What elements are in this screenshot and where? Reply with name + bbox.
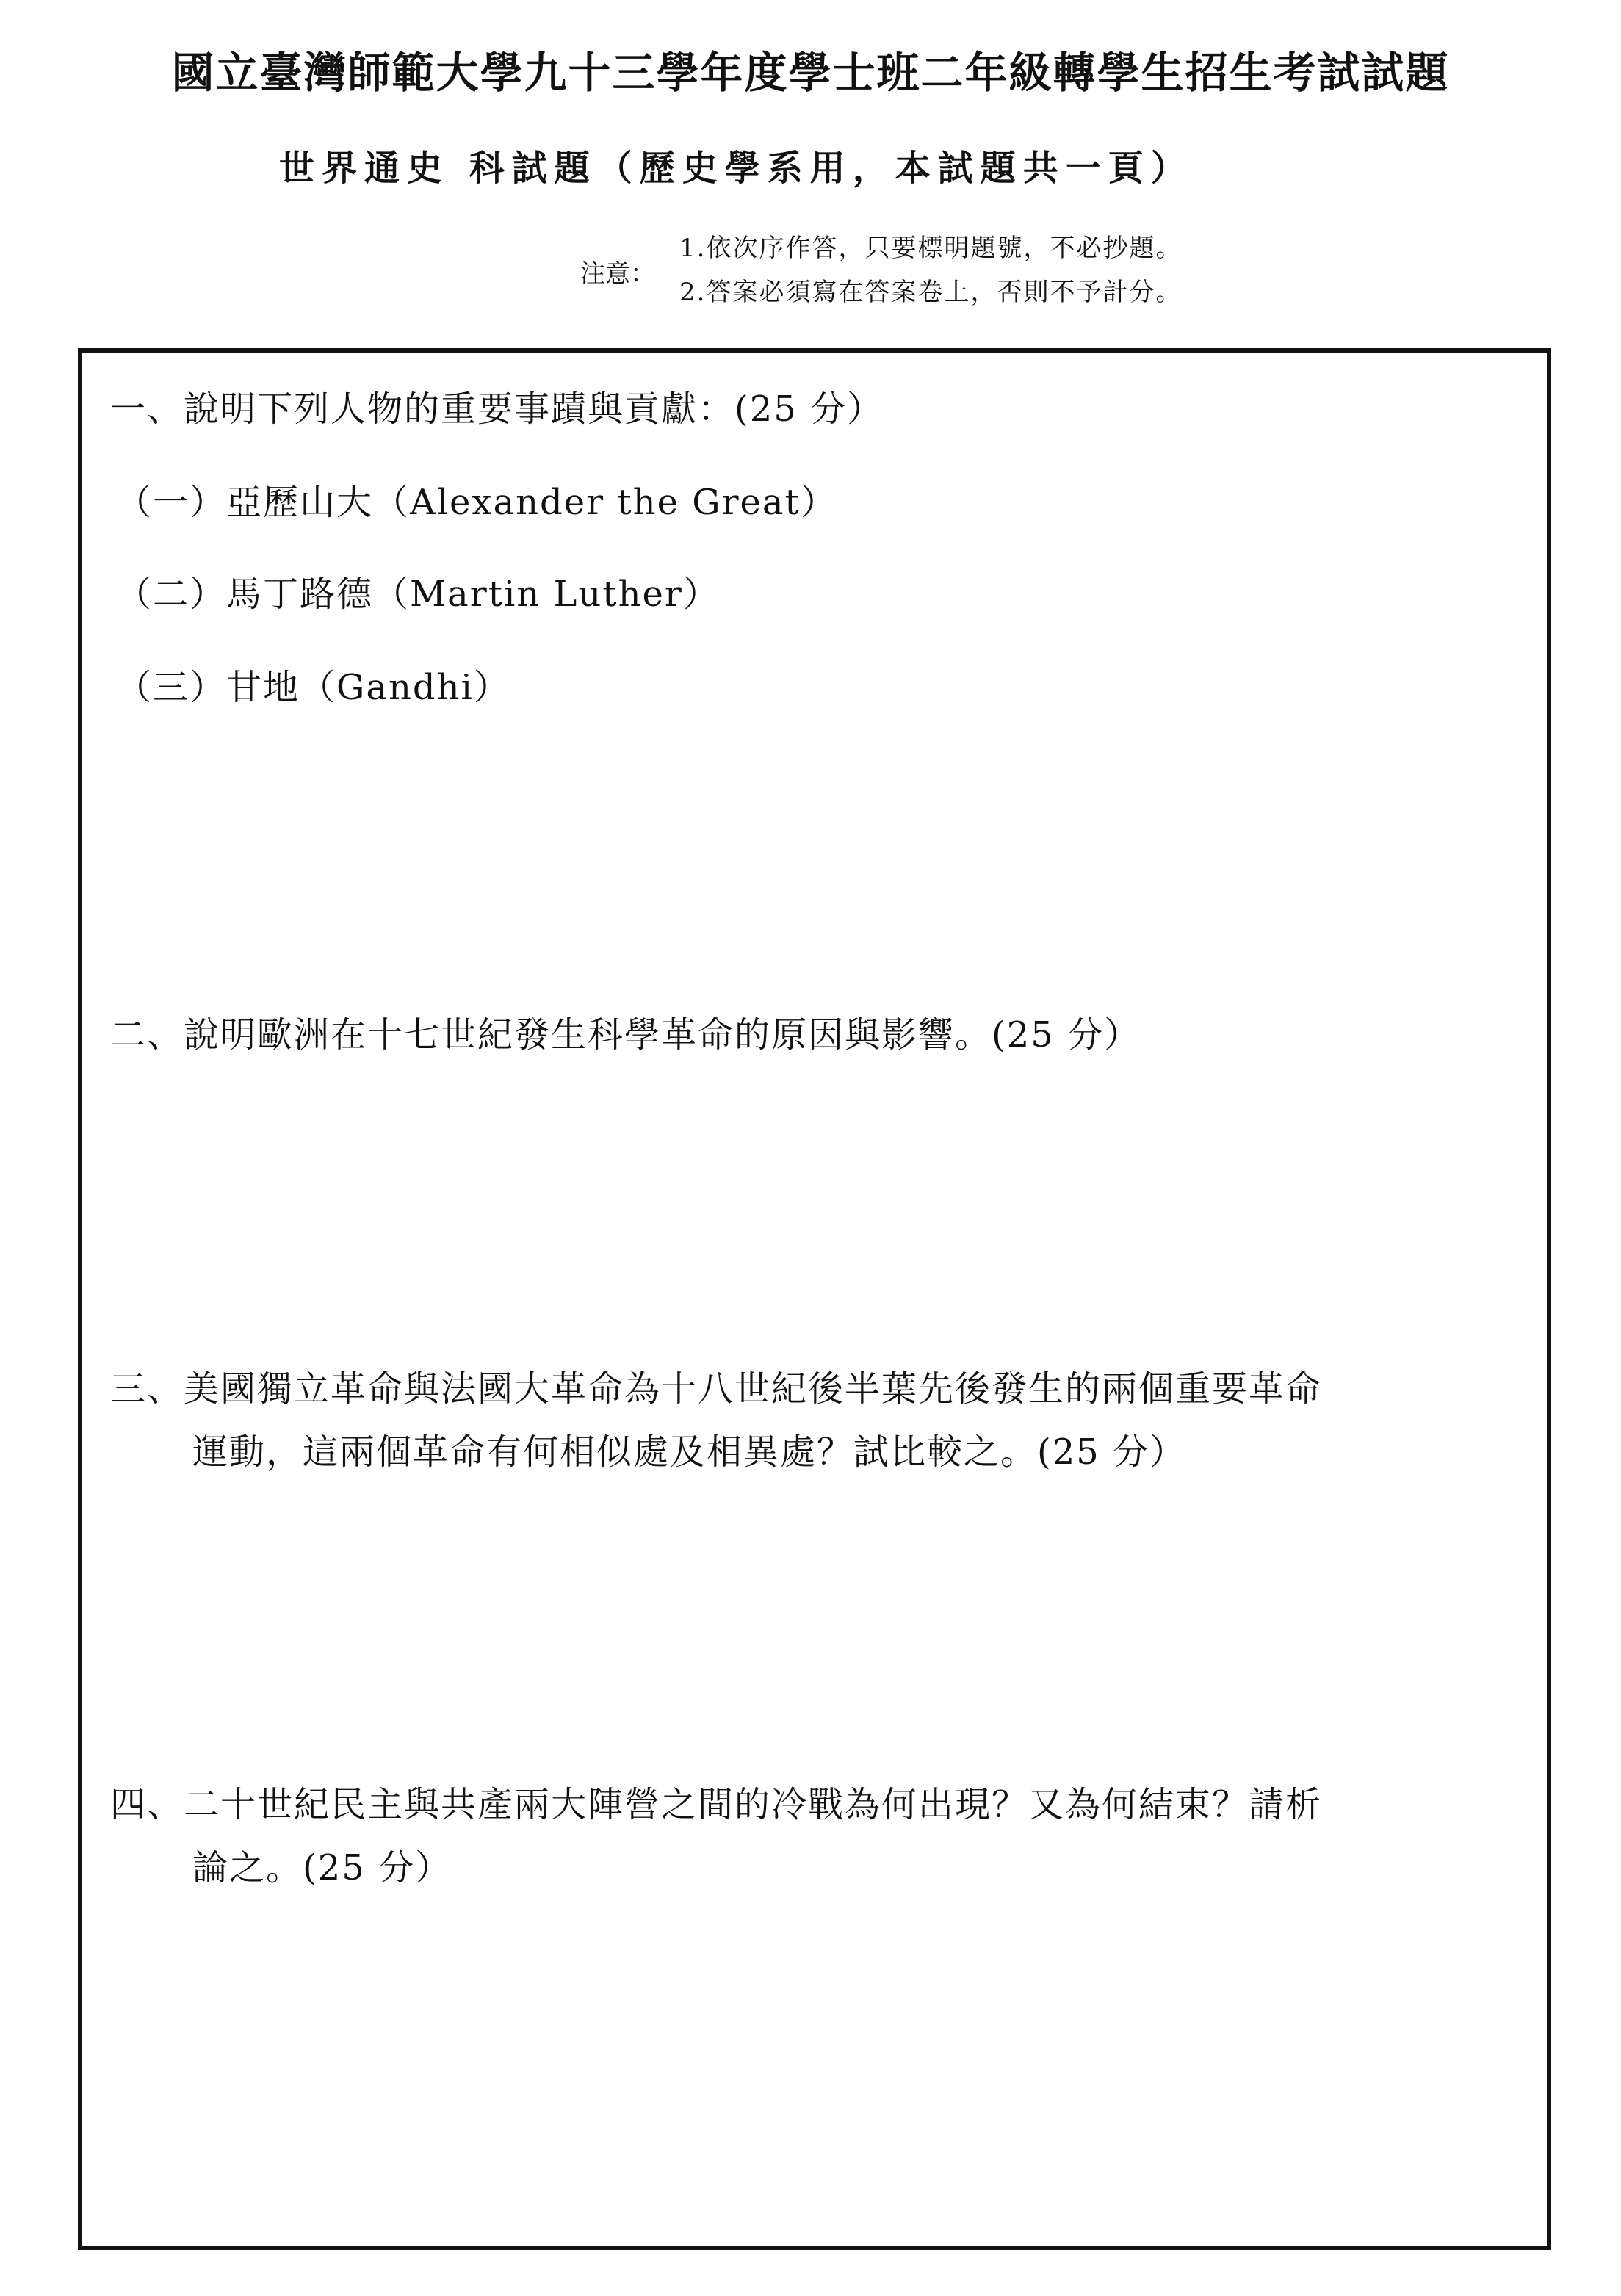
notice-list	[679, 226, 1182, 314]
exam-question-box	[78, 348, 1551, 2250]
notice-label: 注意：	[580, 259, 655, 289]
question-4-line-2: 論之。(25 分）	[192, 1847, 452, 1888]
question-1-subitem-3: （三）甘地（Gandhi）	[116, 667, 510, 708]
notice-item: 1.依次序作答，只要標明題號，不必抄題。	[679, 234, 1183, 263]
question-1-subitem-1: （一）亞歷山大（Alexander the Great）	[116, 482, 837, 523]
question-1-subitem-2: （二）馬丁路德（Martin Luther）	[116, 574, 720, 615]
question-4-line-1: 四、二十世紀民主與共產兩大陣營之間的冷戰為何出現？又為何結束？請析	[110, 1784, 1323, 1825]
question-2: 二、說明歐洲在十七世紀發生科學革命的原因與影響。(25 分）	[110, 1014, 1141, 1055]
question-3-line-1: 三、美國獨立革命與法國大革命為十八世紀後半葉先後發生的兩個重要革命	[110, 1368, 1323, 1409]
exam-title: 國立臺灣師範大學九十三學年度學士班二年級轉學生招生考試試題	[171, 48, 1450, 98]
question-3-line-2: 運動，這兩個革命有何相似處及相異處？試比較之。(25 分）	[192, 1432, 1187, 1473]
notice-item: 2.答案必須寫在答案卷上，否則不予計分。	[679, 278, 1183, 307]
question-1: 一、說明下列人物的重要事蹟與貢獻：(25 分）	[110, 389, 884, 430]
exam-subtitle: 世界通史 科試題（歷史學系用，本試題共一頁）	[279, 148, 1194, 189]
